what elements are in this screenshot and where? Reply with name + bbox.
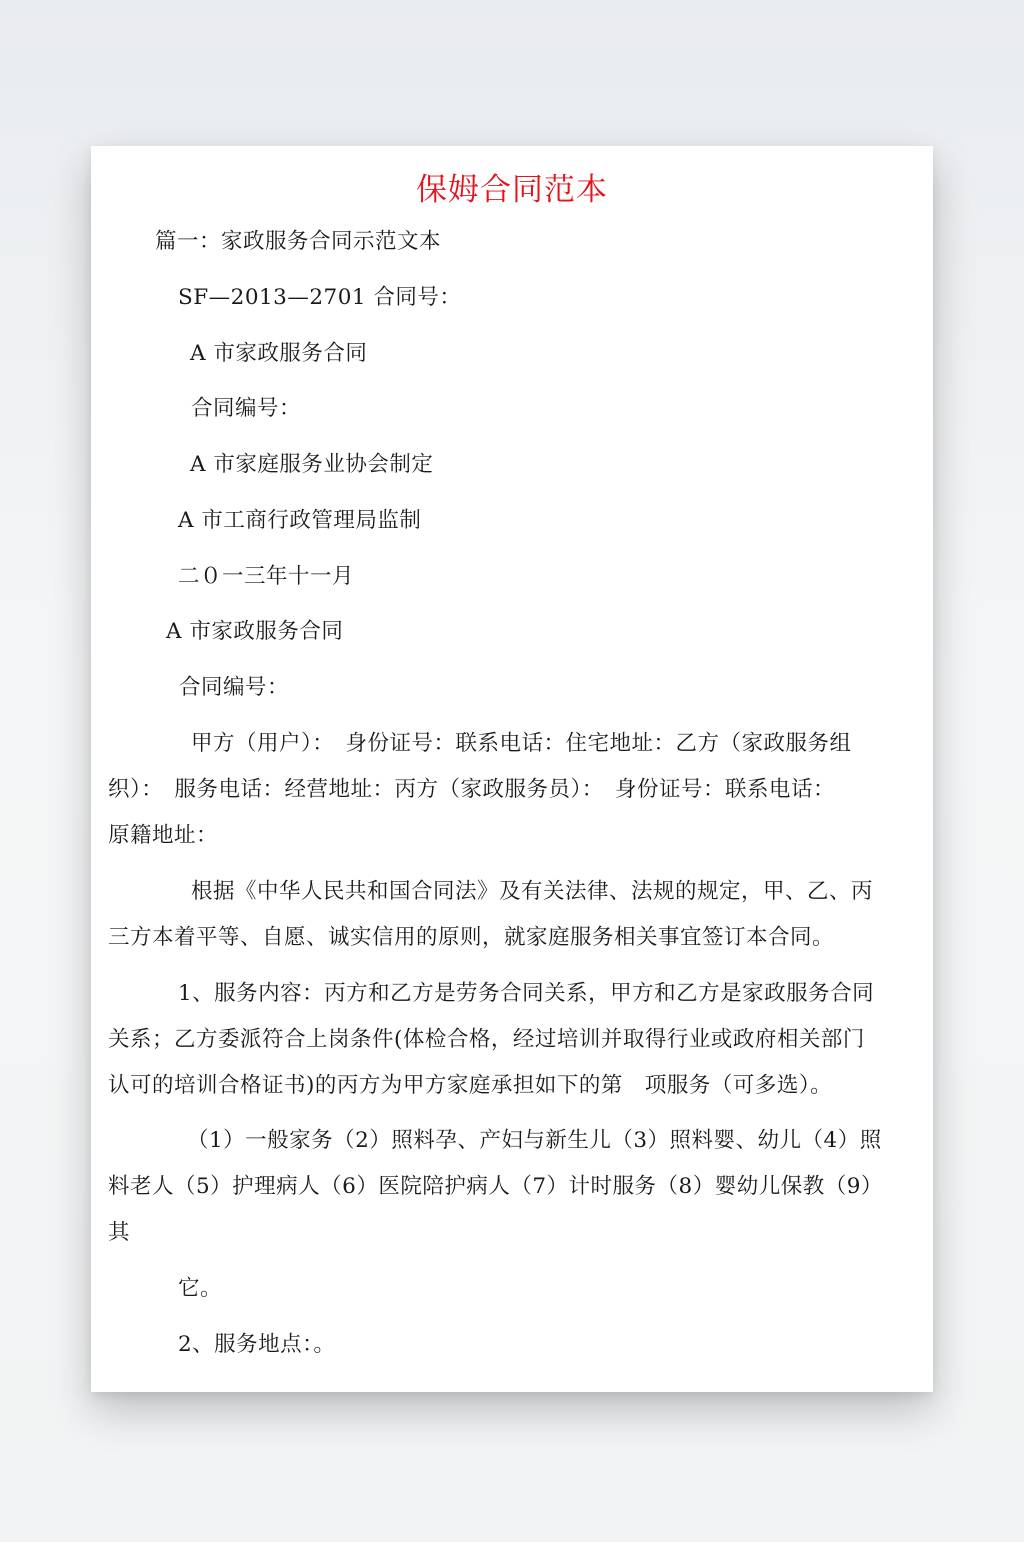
text-line: 1、服务内容：丙方和乙方是劳务合同关系，甲方和乙方是家政服务合同 <box>178 981 875 1006</box>
text-line: 三方本着平等、自愿、诚实信用的原则，就家庭服务相关事宜签订本合同。 <box>108 925 835 950</box>
text-line: 其 <box>108 1220 131 1245</box>
text-line: 关系；乙方委派符合上岗条件(体检合格，经过培训并取得行业或政府相关部门 <box>108 1027 865 1052</box>
text-line: SF—2013—2701 合同号： <box>178 285 462 310</box>
document-title: 保姆合同范本 <box>416 172 608 208</box>
text-line: 料老人（5）护理病人（6）医院陪护病人（7）计时服务（8）婴幼儿保教（9） <box>108 1174 883 1199</box>
text-line: A 市家政服务合同 <box>190 341 368 366</box>
text-line: 二０一三年十一月 <box>178 564 355 589</box>
text-line: 织）： 服务电话：经营地址：丙方（家政服务员）： 身份证号：联系电话： <box>108 777 836 802</box>
text-line: 认可的培训合格证书)的丙方为甲方家庭承担如下的第 项服务（可多选）。 <box>108 1073 833 1098</box>
text-line: 2、服务地点：。 <box>178 1332 336 1357</box>
text-line: A 市工商行政管理局监制 <box>178 508 422 533</box>
text-line: （1）一般家务（2）照料孕、产妇与新生儿（3）照料婴、幼儿（4）照 <box>187 1128 882 1153</box>
text-line: A 市家庭服务业协会制定 <box>190 452 434 477</box>
text-line: 根据《中华人民共和国合同法》及有关法律、法规的规定，甲、乙、丙 <box>191 879 874 904</box>
text-line: A 市家政服务合同 <box>166 619 344 644</box>
text-line: 甲方（用户）： 身份证号：联系电话：住宅地址：乙方（家政服务组 <box>191 731 852 756</box>
text-line: 合同编号： <box>191 396 302 421</box>
text-line: 原籍地址： <box>108 823 219 848</box>
text-line: 合同编号： <box>179 675 290 700</box>
document-page <box>91 146 933 1392</box>
text-line: 篇一：家政服务合同示范文本 <box>155 229 442 254</box>
text-line: 它。 <box>178 1276 223 1301</box>
